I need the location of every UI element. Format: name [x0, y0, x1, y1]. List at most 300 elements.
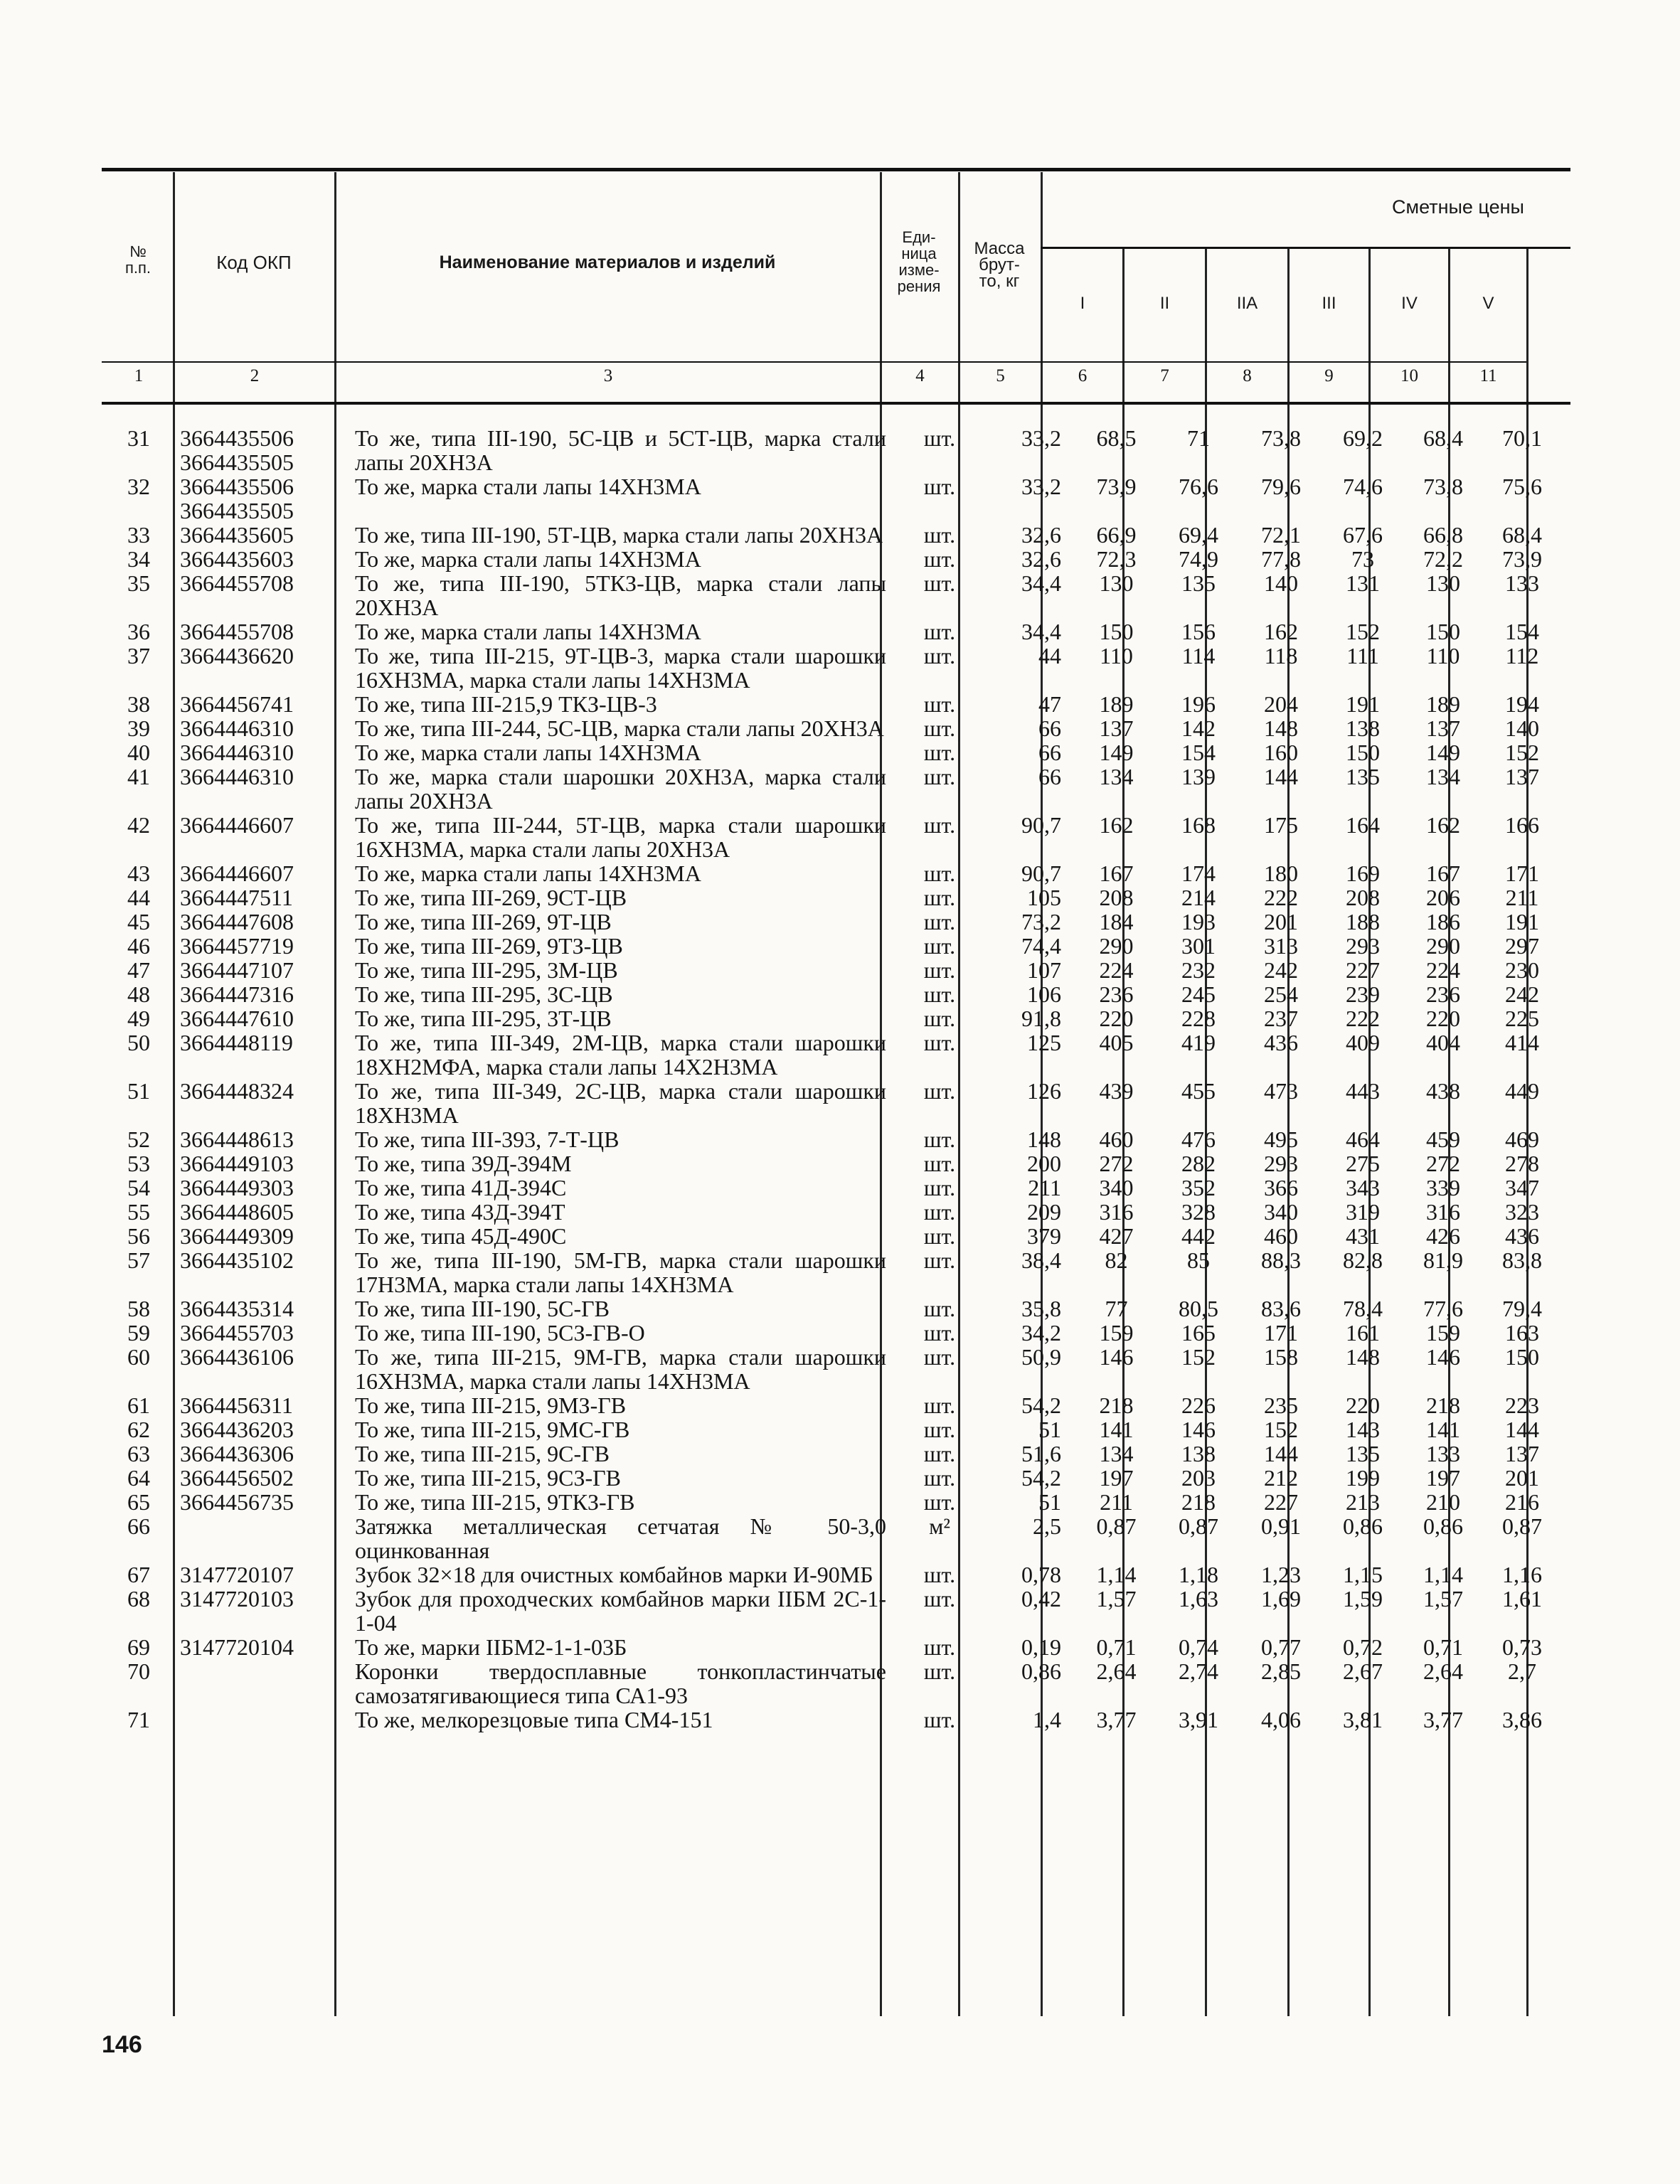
price-zone-3: 366 — [1264, 1175, 1298, 1200]
gross-mass: 91,8 — [1021, 1006, 1061, 1031]
table-row — [105, 861, 1561, 885]
item-name: То же, типа III-190, 5Т-ЦВ, марка стали лапы 20ХН3А — [355, 522, 883, 548]
okp-code: 3664449303 — [180, 1175, 294, 1200]
price-zone-1: 162 — [1099, 812, 1134, 838]
table-row — [105, 1030, 1561, 1079]
column-number: 2 — [250, 366, 260, 385]
item-name: То же, марка стали лапы 14ХН3МА — [355, 546, 701, 572]
price-zone-2: 69,4 — [1179, 522, 1218, 548]
price-zone-1: 460 — [1099, 1126, 1134, 1152]
price-zone-5: 339 — [1426, 1175, 1460, 1200]
gross-mass: 0,19 — [1021, 1634, 1061, 1660]
price-zone-6: 70,1 — [1502, 425, 1542, 451]
price-zone-5: 110 — [1426, 643, 1460, 668]
price-zone-3: 204 — [1264, 691, 1298, 717]
okp-code: 3664447107 — [180, 957, 294, 983]
price-zone-6: 278 — [1505, 1151, 1539, 1176]
price-zone-5: 459 — [1426, 1126, 1460, 1152]
item-name: То же, марка стали лапы 14ХН3МА — [355, 861, 701, 886]
top-rule — [102, 168, 1570, 171]
price-zone-2: 174 — [1181, 861, 1216, 886]
price-zone-2: 1,18 — [1179, 1562, 1218, 1587]
okp-code: 3664448613 — [180, 1126, 294, 1152]
price-zone-5: 149 — [1426, 740, 1460, 765]
price-zone-2: 2,74 — [1179, 1658, 1218, 1684]
table-row — [105, 474, 1561, 523]
item-name: То же, типа III-349, 2М-ЦВ, марка стали шарошки 18ХН2МФА, марка стали лапы 14Х2Н3МА — [355, 1030, 886, 1080]
price-zone-6: 83,8 — [1502, 1247, 1542, 1273]
row-number: 56 — [127, 1223, 150, 1249]
price-table — [105, 426, 1561, 1732]
gross-mass: 50,9 — [1021, 1344, 1061, 1370]
price-zone-2: 0,87 — [1179, 1513, 1218, 1539]
table-row — [105, 885, 1561, 910]
price-zone-5: 189 — [1426, 691, 1460, 717]
price-zone-5: 224 — [1426, 957, 1460, 983]
price-zone-3: 254 — [1264, 981, 1298, 1007]
okp-code: 3664435506 3664435505 — [180, 425, 294, 475]
price-zone-6: 137 — [1505, 764, 1539, 789]
price-zone-6: 230 — [1505, 957, 1539, 983]
row-number: 67 — [127, 1562, 150, 1587]
item-name: То же, типа III-215, 9МС-ГВ — [355, 1417, 630, 1442]
okp-code: 3664456311 — [180, 1392, 293, 1418]
price-zone-3: 4,06 — [1261, 1707, 1301, 1732]
price-zone-5: 197 — [1426, 1465, 1460, 1491]
table-row — [105, 1176, 1561, 1200]
price-zone-1: 149 — [1099, 740, 1134, 765]
gross-mass: 66 — [1038, 715, 1061, 741]
okp-code: 3664446607 — [180, 861, 294, 886]
gross-mass: 90,7 — [1021, 812, 1061, 838]
table-row — [105, 1442, 1561, 1466]
price-zone-5: 0,71 — [1423, 1634, 1463, 1660]
price-zone-3: 72,1 — [1261, 522, 1301, 548]
col-header-unit: Еди- ница изме- рения — [897, 228, 941, 295]
column-number: 1 — [134, 366, 144, 385]
price-zone-2: 168 — [1181, 812, 1216, 838]
price-zone-3: 160 — [1264, 740, 1298, 765]
price-zone-6: 191 — [1505, 909, 1539, 934]
price-zone-1: 189 — [1099, 691, 1134, 717]
item-name: Зубок 32×18 для очистных комбайнов марки И-90МБ — [355, 1562, 873, 1587]
item-name: Коронки твердосплавные тонкопластинчатые самозатягивающиеся типа СА1-93 — [355, 1658, 886, 1708]
unit: шт. — [923, 1586, 956, 1612]
row-number: 68 — [127, 1586, 150, 1612]
table-row — [105, 644, 1561, 692]
unit: шт. — [923, 1126, 956, 1152]
row-number: 42 — [127, 812, 150, 838]
price-zone-1: 110 — [1100, 643, 1133, 668]
price-zone-4: 343 — [1346, 1175, 1380, 1200]
price-zone-6: 211 — [1505, 885, 1539, 910]
price-zone-1: 220 — [1099, 1006, 1134, 1031]
item-name: Затяжка металлическая сетчатая № 50-3,0 оцинкованная — [355, 1513, 886, 1563]
price-zone-4: 0,86 — [1343, 1513, 1383, 1539]
unit: шт. — [923, 643, 956, 668]
row-number: 38 — [127, 691, 150, 717]
price-zone-5: 130 — [1426, 570, 1460, 596]
price-zone-5: 167 — [1426, 861, 1460, 886]
gross-mass: 51 — [1038, 1417, 1061, 1442]
table-row — [105, 547, 1561, 571]
column-number: 6 — [1078, 366, 1088, 385]
page-number: 146 — [102, 2031, 142, 2058]
unit: шт. — [923, 1465, 956, 1491]
price-zone-5: 2,64 — [1423, 1658, 1463, 1684]
gross-mass: 74,4 — [1021, 933, 1061, 959]
price-zone-4: 191 — [1346, 691, 1380, 717]
table-row — [105, 1659, 1561, 1708]
col-header-name: Наименование материалов и изделий — [439, 252, 776, 272]
item-name: То же, типа 43Д-394Т — [355, 1199, 565, 1225]
price-zone-1: 272 — [1099, 1151, 1134, 1176]
price-zone-1: 208 — [1099, 885, 1134, 910]
item-name: То же, марка стали лапы 14ХН3МА — [355, 619, 701, 644]
price-zone-5: 72,2 — [1423, 546, 1463, 572]
price-zone-4: 213 — [1346, 1489, 1380, 1515]
row-number: 53 — [127, 1151, 150, 1176]
okp-code: 3664436203 — [180, 1417, 294, 1442]
price-zone-5: 236 — [1426, 981, 1460, 1007]
price-zone-2: 214 — [1181, 885, 1216, 910]
item-name: То же, типа III-244, 5С-ЦВ, марка стали лапы 20ХН3А — [355, 715, 884, 741]
gross-mass: 38,4 — [1021, 1247, 1061, 1273]
price-zone-1: 1,57 — [1096, 1586, 1137, 1612]
item-name: То же, типа III-190, 5С-ГВ — [355, 1296, 610, 1321]
price-zone-5: 150 — [1426, 619, 1460, 644]
price-zone-1: 141 — [1099, 1417, 1134, 1442]
price-zone-6: 163 — [1505, 1320, 1539, 1346]
gross-mass: 51 — [1038, 1489, 1061, 1515]
table-row — [105, 426, 1561, 474]
price-zone-3: 140 — [1264, 570, 1298, 596]
unit: шт. — [923, 1489, 956, 1515]
unit: шт. — [923, 1006, 956, 1031]
price-zone-6: 449 — [1505, 1078, 1539, 1104]
item-name: То же, типа 45Д-490С — [355, 1223, 567, 1249]
table-row — [105, 1466, 1561, 1490]
item-name: То же, типа 39Д-394М — [355, 1151, 572, 1176]
price-zone-6: 194 — [1505, 691, 1539, 717]
price-zone-3: 473 — [1264, 1078, 1298, 1104]
table-row — [105, 692, 1561, 716]
okp-code: 3664448324 — [180, 1078, 294, 1104]
item-name: То же, типа III-269, 9Т-ЦВ — [355, 909, 612, 934]
price-zone-3: 222 — [1264, 885, 1298, 910]
item-name: То же, типа III-215, 9МЗ-ГВ — [355, 1392, 627, 1418]
price-zone-3: 460 — [1264, 1223, 1298, 1249]
price-zone-4: 2,67 — [1343, 1658, 1383, 1684]
price-zone-4: 443 — [1346, 1078, 1380, 1104]
table-row — [105, 1224, 1561, 1248]
price-zone-4: 69,2 — [1343, 425, 1383, 451]
price-zone-1: 236 — [1099, 981, 1134, 1007]
price-zone-1: 73,9 — [1096, 474, 1137, 499]
okp-code: 3664449103 — [180, 1151, 294, 1176]
table-row — [105, 1248, 1561, 1296]
okp-code: 3664436620 — [180, 643, 294, 668]
price-zone-5: 3,77 — [1423, 1707, 1463, 1732]
row-number: 52 — [127, 1126, 150, 1152]
row-number: 62 — [127, 1417, 150, 1442]
unit: шт. — [923, 1151, 956, 1176]
price-zone-3: 83,6 — [1261, 1296, 1301, 1321]
row-number: 58 — [127, 1296, 150, 1321]
price-zone-4: 131 — [1346, 570, 1380, 596]
price-zone-5: 0,86 — [1423, 1513, 1463, 1539]
price-zone-4: 464 — [1346, 1126, 1380, 1152]
gross-mass: 35,8 — [1021, 1296, 1061, 1321]
price-zone-2: 196 — [1181, 691, 1216, 717]
table-row — [105, 982, 1561, 1006]
unit: шт. — [923, 861, 956, 886]
row-number: 47 — [127, 957, 150, 983]
price-zone-1: 150 — [1099, 619, 1134, 644]
price-zone-4: 199 — [1346, 1465, 1380, 1491]
gross-mass: 148 — [1027, 1126, 1061, 1152]
table-row — [105, 934, 1561, 958]
price-zone-6: 323 — [1505, 1199, 1539, 1225]
price-zone-1: 224 — [1099, 957, 1134, 983]
gross-mass: 34,4 — [1021, 570, 1061, 596]
price-zone-3: 79,6 — [1261, 474, 1301, 499]
price-zone-1: 211 — [1100, 1489, 1133, 1515]
price-zone-1: 77 — [1105, 1296, 1128, 1321]
price-zone-1: 340 — [1099, 1175, 1134, 1200]
price-zone-2: 228 — [1181, 1006, 1216, 1031]
table-row — [105, 1006, 1561, 1030]
okp-code — [173, 1708, 345, 1732]
price-zone-4: 227 — [1346, 957, 1380, 983]
price-zone-6: 133 — [1505, 570, 1539, 596]
price-zone-5: 438 — [1426, 1078, 1460, 1104]
item-name: То же, типа III-295, 3Т-ЦВ — [355, 1006, 612, 1031]
row-number: 66 — [127, 1513, 150, 1539]
price-zone-5: 73,8 — [1423, 474, 1463, 499]
price-zone-6: 150 — [1505, 1344, 1539, 1370]
column-number: 7 — [1160, 366, 1169, 385]
okp-code: 3664435314 — [180, 1296, 294, 1321]
price-zone-4: 74,6 — [1343, 474, 1383, 499]
okp-code: 3664449309 — [180, 1223, 294, 1249]
gross-mass: 211 — [1028, 1175, 1061, 1200]
price-zone-6: 137 — [1505, 1441, 1539, 1466]
table-row — [105, 523, 1561, 547]
price-zone-4: 150 — [1346, 740, 1380, 765]
row-number: 43 — [127, 861, 150, 886]
price-zone-4: 188 — [1346, 909, 1380, 934]
price-zone-3: 118 — [1264, 643, 1298, 668]
price-zone-3: 436 — [1264, 1030, 1298, 1055]
okp-code — [173, 1659, 345, 1708]
row-number: 59 — [127, 1320, 150, 1346]
price-zone-2: 138 — [1181, 1441, 1216, 1466]
table-row — [105, 619, 1561, 644]
gross-mass: 105 — [1027, 885, 1061, 910]
price-zone-4: 1,15 — [1343, 1562, 1383, 1587]
price-zone-2: 328 — [1181, 1199, 1216, 1225]
price-zone-2: 301 — [1181, 933, 1216, 959]
unit: м² — [929, 1513, 950, 1539]
gross-mass: 32,6 — [1021, 522, 1061, 548]
price-zone-3: 158 — [1264, 1344, 1298, 1370]
price-zone-2: 442 — [1181, 1223, 1216, 1249]
gross-mass: 125 — [1027, 1030, 1061, 1055]
price-zone-2: 218 — [1181, 1489, 1216, 1515]
item-name: То же, типа III-190, 5СЗ-ГВ-О — [355, 1320, 645, 1346]
price-zone-5: 159 — [1426, 1320, 1460, 1346]
price-zone-2: 226 — [1181, 1392, 1216, 1418]
price-zone-1: 316 — [1099, 1199, 1134, 1225]
row-number: 57 — [127, 1247, 150, 1273]
okp-code: 3664446310 — [180, 715, 294, 741]
row-number: 31 — [127, 425, 150, 451]
price-zone-5: 162 — [1426, 812, 1460, 838]
okp-code: 3664446310 — [180, 740, 294, 765]
unit: шт. — [923, 522, 956, 548]
okp-code: 3147720107 — [180, 1562, 294, 1587]
column-number: 8 — [1243, 366, 1252, 385]
row-number: 32 — [127, 474, 150, 499]
okp-code: 3664447511 — [180, 885, 293, 910]
zone-header-3: IIA — [1236, 294, 1258, 313]
table-row — [105, 1417, 1561, 1442]
price-zone-2: 146 — [1181, 1417, 1216, 1442]
price-zone-6: 73,9 — [1502, 546, 1542, 572]
price-zone-1: 0,87 — [1096, 1513, 1137, 1539]
price-zone-6: 75,6 — [1502, 474, 1542, 499]
price-zone-1: 290 — [1099, 933, 1134, 959]
price-zone-1: 130 — [1099, 570, 1134, 596]
price-zone-4: 148 — [1346, 1344, 1380, 1370]
col-header-code: Код ОКП — [216, 252, 292, 273]
gross-mass: 126 — [1027, 1078, 1061, 1104]
item-name: То же, марка стали лапы 14ХН3МА — [355, 740, 701, 765]
price-zone-2: 419 — [1181, 1030, 1216, 1055]
price-zone-6: 152 — [1505, 740, 1539, 765]
price-zone-3: 227 — [1264, 1489, 1298, 1515]
item-name: То же, типа 41Д-394С — [355, 1175, 567, 1200]
price-zone-6: 469 — [1505, 1126, 1539, 1152]
unit: шт. — [923, 1441, 956, 1466]
price-zone-4: 1,59 — [1343, 1586, 1383, 1612]
table-row — [105, 813, 1561, 861]
row-number: 46 — [127, 933, 150, 959]
row-number: 64 — [127, 1465, 150, 1491]
table-row — [105, 765, 1561, 813]
zone-header-6: V — [1482, 294, 1494, 313]
price-zone-1: 427 — [1099, 1223, 1134, 1249]
price-zone-1: 68,5 — [1096, 425, 1137, 451]
price-zone-1: 167 — [1099, 861, 1134, 886]
okp-code: 3664456735 — [180, 1489, 294, 1515]
table-row — [105, 910, 1561, 934]
item-name: То же, типа III-269, 9ТЗ-ЦВ — [355, 933, 623, 959]
price-zone-5: 272 — [1426, 1151, 1460, 1176]
row-number: 34 — [127, 546, 150, 572]
row-number: 55 — [127, 1199, 150, 1225]
unit: шт. — [923, 1078, 956, 1104]
gross-mass: 47 — [1038, 691, 1061, 717]
price-zone-2: 476 — [1181, 1126, 1216, 1152]
column-number: 10 — [1400, 366, 1418, 385]
item-name: То же, типа III-295, 3С-ЦВ — [355, 981, 613, 1007]
column-divider — [1526, 249, 1529, 405]
okp-code: 3664447316 — [180, 981, 294, 1007]
price-zone-3: 201 — [1264, 909, 1298, 934]
unit: шт. — [923, 740, 956, 765]
okp-code: 3664455703 — [180, 1320, 294, 1346]
gross-mass: 73,2 — [1021, 909, 1061, 934]
gross-mass: 33,2 — [1021, 474, 1061, 499]
gross-mass: 0,42 — [1021, 1586, 1061, 1612]
row-number: 41 — [127, 764, 150, 789]
okp-code: 3664435603 — [180, 546, 294, 572]
item-name: То же, марки ІІБМ2-1-1-03Б — [355, 1634, 627, 1660]
price-zone-5: 1,57 — [1423, 1586, 1463, 1612]
row-number: 37 — [127, 643, 150, 668]
price-zone-3: 235 — [1264, 1392, 1298, 1418]
price-zone-2: 139 — [1181, 764, 1216, 789]
table-row — [105, 1200, 1561, 1224]
item-name: То же, типа III-215, 9М-ГВ, марка стали шарошки 16ХН3МА, марка стали лапы 14ХН3МА — [355, 1344, 886, 1394]
price-zone-3: 175 — [1264, 812, 1298, 838]
price-zone-6: 225 — [1505, 1006, 1539, 1031]
price-zone-6: 144 — [1505, 1417, 1539, 1442]
gross-mass: 54,2 — [1021, 1465, 1061, 1491]
table-row — [105, 1296, 1561, 1321]
unit: шт. — [923, 1199, 956, 1225]
price-zone-2: 232 — [1181, 957, 1216, 983]
price-zone-4: 143 — [1346, 1417, 1380, 1442]
price-zone-2: 0,74 — [1179, 1634, 1218, 1660]
item-name: То же, типа III-349, 2С-ЦВ, марка стали шарошки 18ХН3МА — [355, 1078, 886, 1128]
price-zone-3: 0,91 — [1261, 1513, 1301, 1539]
price-zone-3: 0,77 — [1261, 1634, 1301, 1660]
table-row — [105, 1490, 1561, 1514]
column-number: 3 — [603, 366, 613, 385]
gross-mass: 32,6 — [1021, 546, 1061, 572]
price-zone-3: 144 — [1264, 764, 1298, 789]
gross-mass: 51,6 — [1021, 1441, 1061, 1466]
unit: шт. — [923, 1344, 956, 1370]
okp-code: 3664457719 — [180, 933, 294, 959]
price-zone-2: 3,91 — [1179, 1707, 1218, 1732]
price-zone-6: 166 — [1505, 812, 1539, 838]
price-zone-1: 2,64 — [1096, 1658, 1137, 1684]
price-zone-4: 293 — [1346, 933, 1380, 959]
price-zone-5: 290 — [1426, 933, 1460, 959]
price-zone-2: 1,63 — [1179, 1586, 1218, 1612]
item-name: То же, типа III-244, 5Т-ЦВ, марка стали шарошки 16ХН3МА, марка стали лапы 20ХН3А — [355, 812, 886, 862]
item-name: То же, типа III-190, 5М-ГВ, марка стали шарошки 17Н3МА, марка стали лапы 14ХН3МА — [355, 1247, 886, 1297]
price-zone-3: 2,85 — [1261, 1658, 1301, 1684]
price-zone-3: 152 — [1264, 1417, 1298, 1442]
okp-code: 3664455708 — [180, 619, 294, 644]
gross-mass: 0,86 — [1021, 1658, 1061, 1684]
price-zone-1: 218 — [1099, 1392, 1134, 1418]
table-row — [105, 1635, 1561, 1659]
price-zone-2: 71 — [1187, 425, 1210, 451]
item-name: То же, типа III-269, 9СТ-ЦВ — [355, 885, 627, 910]
price-zone-3: 171 — [1264, 1320, 1298, 1346]
price-zone-5: 1,14 — [1423, 1562, 1463, 1587]
unit: шт. — [923, 1175, 956, 1200]
price-zone-6: 68,4 — [1502, 522, 1542, 548]
okp-code: 3664447610 — [180, 1006, 294, 1031]
item-name: То же, типа III-215, 9ТКЗ-ГВ — [355, 1489, 635, 1515]
